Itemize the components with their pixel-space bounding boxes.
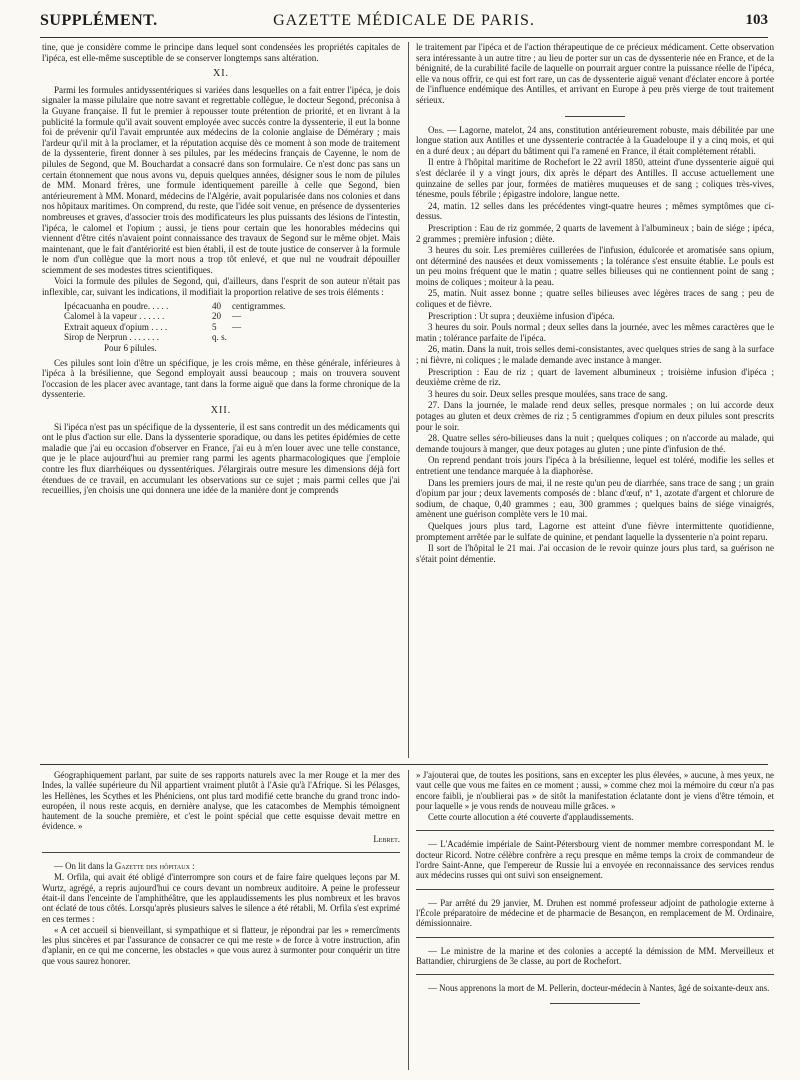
paragraph: Géographiquement parlant, par suite de ses rapports naturels avec la mer Rouge et la mer des Indes, la vallée supérieure du Nil appartient vraiment plutôt à l'Asie qu'à l'Afrique. Si les Pélasges, les Hellènes, les Scythes et les Phéniciens, ont plus tard modifié cette branche du grand tronc indo-européen, il nous reste acquis, en dernière analyse, que les catacombes de Memphis témoignent hautement de la souche première, et c'est le point spécial que cette esquisse devait mettre en évidence. » [42,770,400,832]
paragraph: 3 heures du soir. Pouls normal ; deux selles dans la journée, avec les mêmes caractères que le matin ; tolérance parfaite de l'ipéca. [416,322,774,343]
column-bottom-right [416,770,774,1070]
header-supplement: SUPPLÉMENT. [40,12,158,29]
page-header [40,12,768,34]
paragraph: « A cet accueil si bienveillant, si sympathique et si flatteur, je répondrai par les » remercîments les plus sincères et par l'assurance de consacrer ce qui me reste » de force à votre instruction, afin d'aplanir, en ce qui me concerne, les obstacles » que vous aurez à surmonter pour conquérir un titre que vous saurez honorer. [42,924,400,966]
recipe-quantity: 40 [212,300,222,311]
paragraph: Dans les premiers jours de mai, il ne reste qu'un peu de diarrhée, sans trace de sang ; un grain d'opium par jour ; deux lavements composés de : blanc d'œuf, nº 1, azotate d'argent et chlorure de sodium, de chaque, 0,40 grammes ; eau, 300 grammes ; quelques bains de siége vinaigrés, amènent une guérison complète vers le 10 mai. [416,477,774,520]
recipe-ingredient: Ipécacuanha en poudre. . . . . [64,300,169,311]
column-top-left [42,42,400,760]
paragraph: Quelques jours plus tard, Lagorne est atteint d'une fièvre intermittente quotidienne, promptement arrêtée par le sulfate de quinine, et pendant laquelle la dyssenterie n'a point reparu. [416,520,774,542]
recipe-unit: centigrammes. [232,300,286,311]
separator [416,889,774,890]
paragraph: Voici la formule des pilules de Segond, qui, d'ailleurs, dans l'esprit de son auteur n'était pas inflexible, car, suivant les indications, il modifiait la proportion relative de ses trois éléments : [42,276,400,298]
observation-text: — Lagorne, matelot, 24 ans, constitution antérieurement robuste, mais débilitée par une longue station aux Antilles et une dyssenterie contractée à la Guadeloupe il y a cinq mois, et qui en a duré deux ; au départ du bâtiment qui l'a ramené en France, il était complétement rétabli. [416,124,774,156]
paragraph: » J'ajouterai que, de toutes les positions, sans en excepter les plus élevées, » aucune, à mes yeux, ne vaut celle que vous me faites en ce moment ; aussi, » comme chez moi la mémoire du cœur n'a pas encore faibli, je n'oublierai pas » de sitôt la manifestation éclatante dont je viens d'être témoin, et pour laquelle » je vous rends de nouveau mille grâces. » [416,770,774,811]
recipe-row [64,301,400,312]
paragraph: Prescription : Eau de riz gommée, 2 quarts de lavement à l'albumineux ; bain de siége ; ipéca, 2 grammes ; première infusion ; diète. [416,222,774,244]
paragraph: Si l'ipéca n'est pas un spécifique de la dyssenterie, il est sans contredit un des médicaments qui ont le plus d'action sur elle. Dans la dyssenterie sporadique, ou dans les petites épidémies de cette maladie que j'ai eu occasion d'observer en France, j'ai eu à m'en louer avec une telle constance, que je le place aujourd'hui au premier rang parmi les agents pharmacologiques que j'emploie contre les flux diarrhéiques ou dyssentériques. J'élargirais outre mesure les dimensions déjà fort étendues de ce travail, en accumulant les observations sur ce sujet ; mais parmi celles que j'ai recueillies, j'en choisis une qui donnera une idée de la manière dont je comprends [42,421,400,496]
paragraph: 27. Dans la journée, le malade rend deux selles, presque normales ; on lui accorde deux potages au gluten et deux crèmes de riz ; 5 centigrammes d'opium en deux pilules sont prescrits pour le soir. [416,400,774,432]
news-item: — Le ministre de la marine et des colonies a accepté la démission de MM. Merveilleux et Battandier, chirurgiens de 3e classe, au port de Rochefort. [416,945,774,966]
recipe-row [64,311,400,322]
recipe-yield: Pour 6 pilules. [104,343,157,354]
column-divider-bottom [408,770,409,1070]
signature: Lebret. [373,833,400,844]
end-rule [550,1003,640,1004]
recipe-row [64,322,400,333]
news-lead [42,861,400,871]
news-item: — Nous apprenons la mort de M. Pellerin, docteur-médecin à Nantes, âgé de soixante-deux ans. [428,983,770,994]
separator [416,974,774,975]
paragraph: Cette courte allocution a été couverte d'applaudissements. [428,812,634,823]
separator [42,852,400,853]
paragraph: Prescription : Ut supra ; deuxième infusion d'ipéca. [428,310,615,321]
feuilleton-rule [40,764,768,765]
paragraph: tine, que je considère comme le principe dans lequel sont condensées les propriétés capitales de l'ipéca, est elle-même susceptible de se conserver longtemps sans altération. [42,42,400,63]
paragraph: Il sort de l'hôpital le 21 mai. J'ai occasion de le revoir quinze jours plus tard, sa guérison ne s'était point démentie. [416,543,774,564]
column-bottom-left [42,770,400,1070]
paragraph: le traitement par l'ipéca et de l'action thérapeutique de ce précieux médicament. Cette observation sera intéressante à un autre titre ; au lieu de porter sur un cas de dyssenterie née en France, et de la bénignité, de la curabilité facile de laquelle on pourrait arguer contre la puissance réelle de l'ipéca, elle va nous offrir, ce qui est fort rare, un cas de dyssenterie aiguë venant d'éclater encore à portée de l'influence endémique des Antilles, et arrivant en Europe à peu près vierge de tout traitement sérieux. [416,42,774,105]
separator [416,830,774,831]
news-item: — L'Académie impériale de Saint-Pétersbourg vient de nommer membre correspondant M. le docteur Ricord. Notre célèbre confrère a reçu presque en même temps la croix de commandeur de l'ordre Saint-Anne, que l'empereur de Russie lui a envoyée en reconnaissance des services rendus aux médecins russes qui ont suivi son enseignement. [416,839,774,881]
recipe-table [64,301,400,354]
news-lead-text: — On lit dans la [54,861,113,872]
news-journal-name: Gazette des hôpitaux [114,861,190,872]
column-top-right [416,42,774,760]
section-heading-xii: XII. [210,405,232,416]
header-rule [40,37,768,38]
recipe-row [64,332,400,343]
recipe-unit: — [232,321,242,332]
paragraph: 25, matin. Nuit assez bonne ; quatre selles bilieuses avec légères traces de sang ; peu de coliques et de fièvre. [416,288,774,310]
observation-paragraph [416,125,774,157]
recipe-quantity: 20 [212,311,222,322]
recipe-ingredient: Calomel à la vapeur . . . . . . [64,311,165,322]
paragraph: Prescription : Eau de riz ; quart de lavement albumineux ; troisième infusion d'ipéca ; deuxième crème de riz. [416,366,774,388]
header-journal-title: GAZETTE MÉDICALE DE PARIS. [273,12,535,29]
recipe-quantity: q. s. [212,332,227,343]
recipe-quantity: 5 [212,321,217,332]
paragraph: 26, matin. Dans la nuit, trois selles demi-consistantes, avec quelques stries de sang à la surface ; ni fièvre, ni coliques ; le malade demande avec instance à manger. [416,344,774,366]
paragraph: 3 heures du soir. Deux selles presque moulées, sans trace de sang. [428,388,668,399]
paragraph: On reprend pendant trois jours l'ipéca à la brésilienne, lequel est toléré, modifie les selles et entretient une tendance marquée à la diaphorèse. [416,455,774,476]
paragraph: Il entre à l'hôpital maritime de Rochefort le 22 avril 1850, atteint d'une dyssenterie aiguë qui s'est déclarée il y a vingt jours, dix après le départ des Antilles. Il accuse actuellement une quinzaine de selles par jour, formées de matières muqueuses et de sang ; coliques très-vives, ténesme, pouls fébrile ; épigastre indolore, langue nette. [416,157,774,200]
observation-label: Obs. [428,124,445,135]
recipe-ingredient: Sirop de Nerprun . . . . . . . [64,332,159,343]
paragraph: Parmi les formules antidyssentériques si variées dans lesquelles on a fait entrer l'ipéca, je dois signaler la masse pilulaire que notre savant et regrettable collègue, le docteur Segond, préconisa à la Guyane française. Il fut le premier à repousser toute prétention de priorité, et en livrant à la publicité la formule qu'il avait souvent employée avec succès contre la dyssenterie, il eut la bonne foi de prévenir qu'il l'avait empruntée aux médecins de la colonie anglaise de Démérary ; mais l'ardeur qu'il mit à la proclamer, et la réputation acquise dès ce moment à son mode de traitement de la dyssenterie, firent donner à ses pilules, par les médecins français de Cayenne, le nom de pilules de Segond, que M. Bouchardat a consacré dans son formulaire. Ce n'est donc pas sans un certain étonnement que nous avons vu, depuis quelques années, désigner sous le nom de pilules de MM. Monard frères, une formule identiquement pareille à celle que Segond, bien antérieurement à MM. Monard, médecins de l'Algérie, avait popularisée dans nos colonies et dans nos hôpitaux maritimes. On comprend, du reste, que l'idée soit venue, en présence de dyssenteries nombreuses et graves, d'associer trois des modificateurs les plus puissants des lésions de l'intestin, l'ipéca, le calomel et l'opium ; aussi, je tiens pour certain que les honorables médecins qui viennent d'être cités n'avaient point connaissance des travaux de Segond sur le même objet. Mais maintenant, que le fait d'antériorité est bien établi, il est de toute justice de conserver à la formule le nom d'un collègue que la mort nous a trop tôt enlevé, et que nul ne voudrait dépouiller sciemment de ses modestes titres scientifiques. [42,84,400,275]
news-lead-colon: : [192,861,195,872]
news-item: — Par arrêté du 29 janvier, M. Druhen est nommé professeur adjoint de pathologie externe à l'École préparatoire de médecine et de pharmacie de Besançon, en remplacement de M. Ordinaire, démissionnaire. [416,897,774,929]
header-page-number: 103 [745,12,768,28]
recipe-ingredient: Extrait aqueux d'opium . . . . [64,321,168,332]
paragraph: M. Orfila, qui avait été obligé d'interrompre son cours et de faire faire quelques leçons par M. Wurtz, agrégé, a repris aujourd'hui ce cours devant un nombreux auditoire. A peine le professeur était-il dans l'enceinte de l'amphithéâtre, que les applaudissements les plus nombreux et les bravos ont éclaté de tous côtés. Lorsqu'après plusieurs salves le silence a été rétabli, M. Orfila s'est exprimé en ces termes : [42,872,400,924]
paragraph: 28. Quatre selles séro-bilieuses dans la nuit ; quelques coliques ; on n'accorde au malade, qui demande toujours à manger, que deux potages au gluten ; une pinte d'infusion de thé. [416,433,774,454]
recipe-unit: — [232,311,242,322]
separator [565,116,625,117]
paragraph: 3 heures du soir. Les premières cuillerées de l'infusion, édulcorée et aromatisée sans opium, ont déterminé des nausées et deux vomissements ; la tolérance s'est ensuite établie. Le pouls est un peu moins fréquent que le matin ; quatre selles bilieuses qui ne contiennent point de sang ; moins de coliques ; moiteur à la peau. [416,245,774,287]
paragraph: Ces pilules sont loin d'être un spécifique, je les crois même, en thèse générale, inférieures à l'ipéca à la brésilienne, que Segond employait aussi beaucoup ; mais on trouvera souvent l'occasion de les placer avec avantage, tant dans la forme aiguë que dans la forme chronique de la dyssenterie. [42,357,400,400]
separator [416,937,774,938]
section-heading-xi: XI. [212,68,230,80]
paragraph: 24, matin. 12 selles dans les précédentes vingt-quatre heures ; mêmes symptômes que ci-dessus. [416,200,774,222]
column-divider-top [408,42,409,758]
